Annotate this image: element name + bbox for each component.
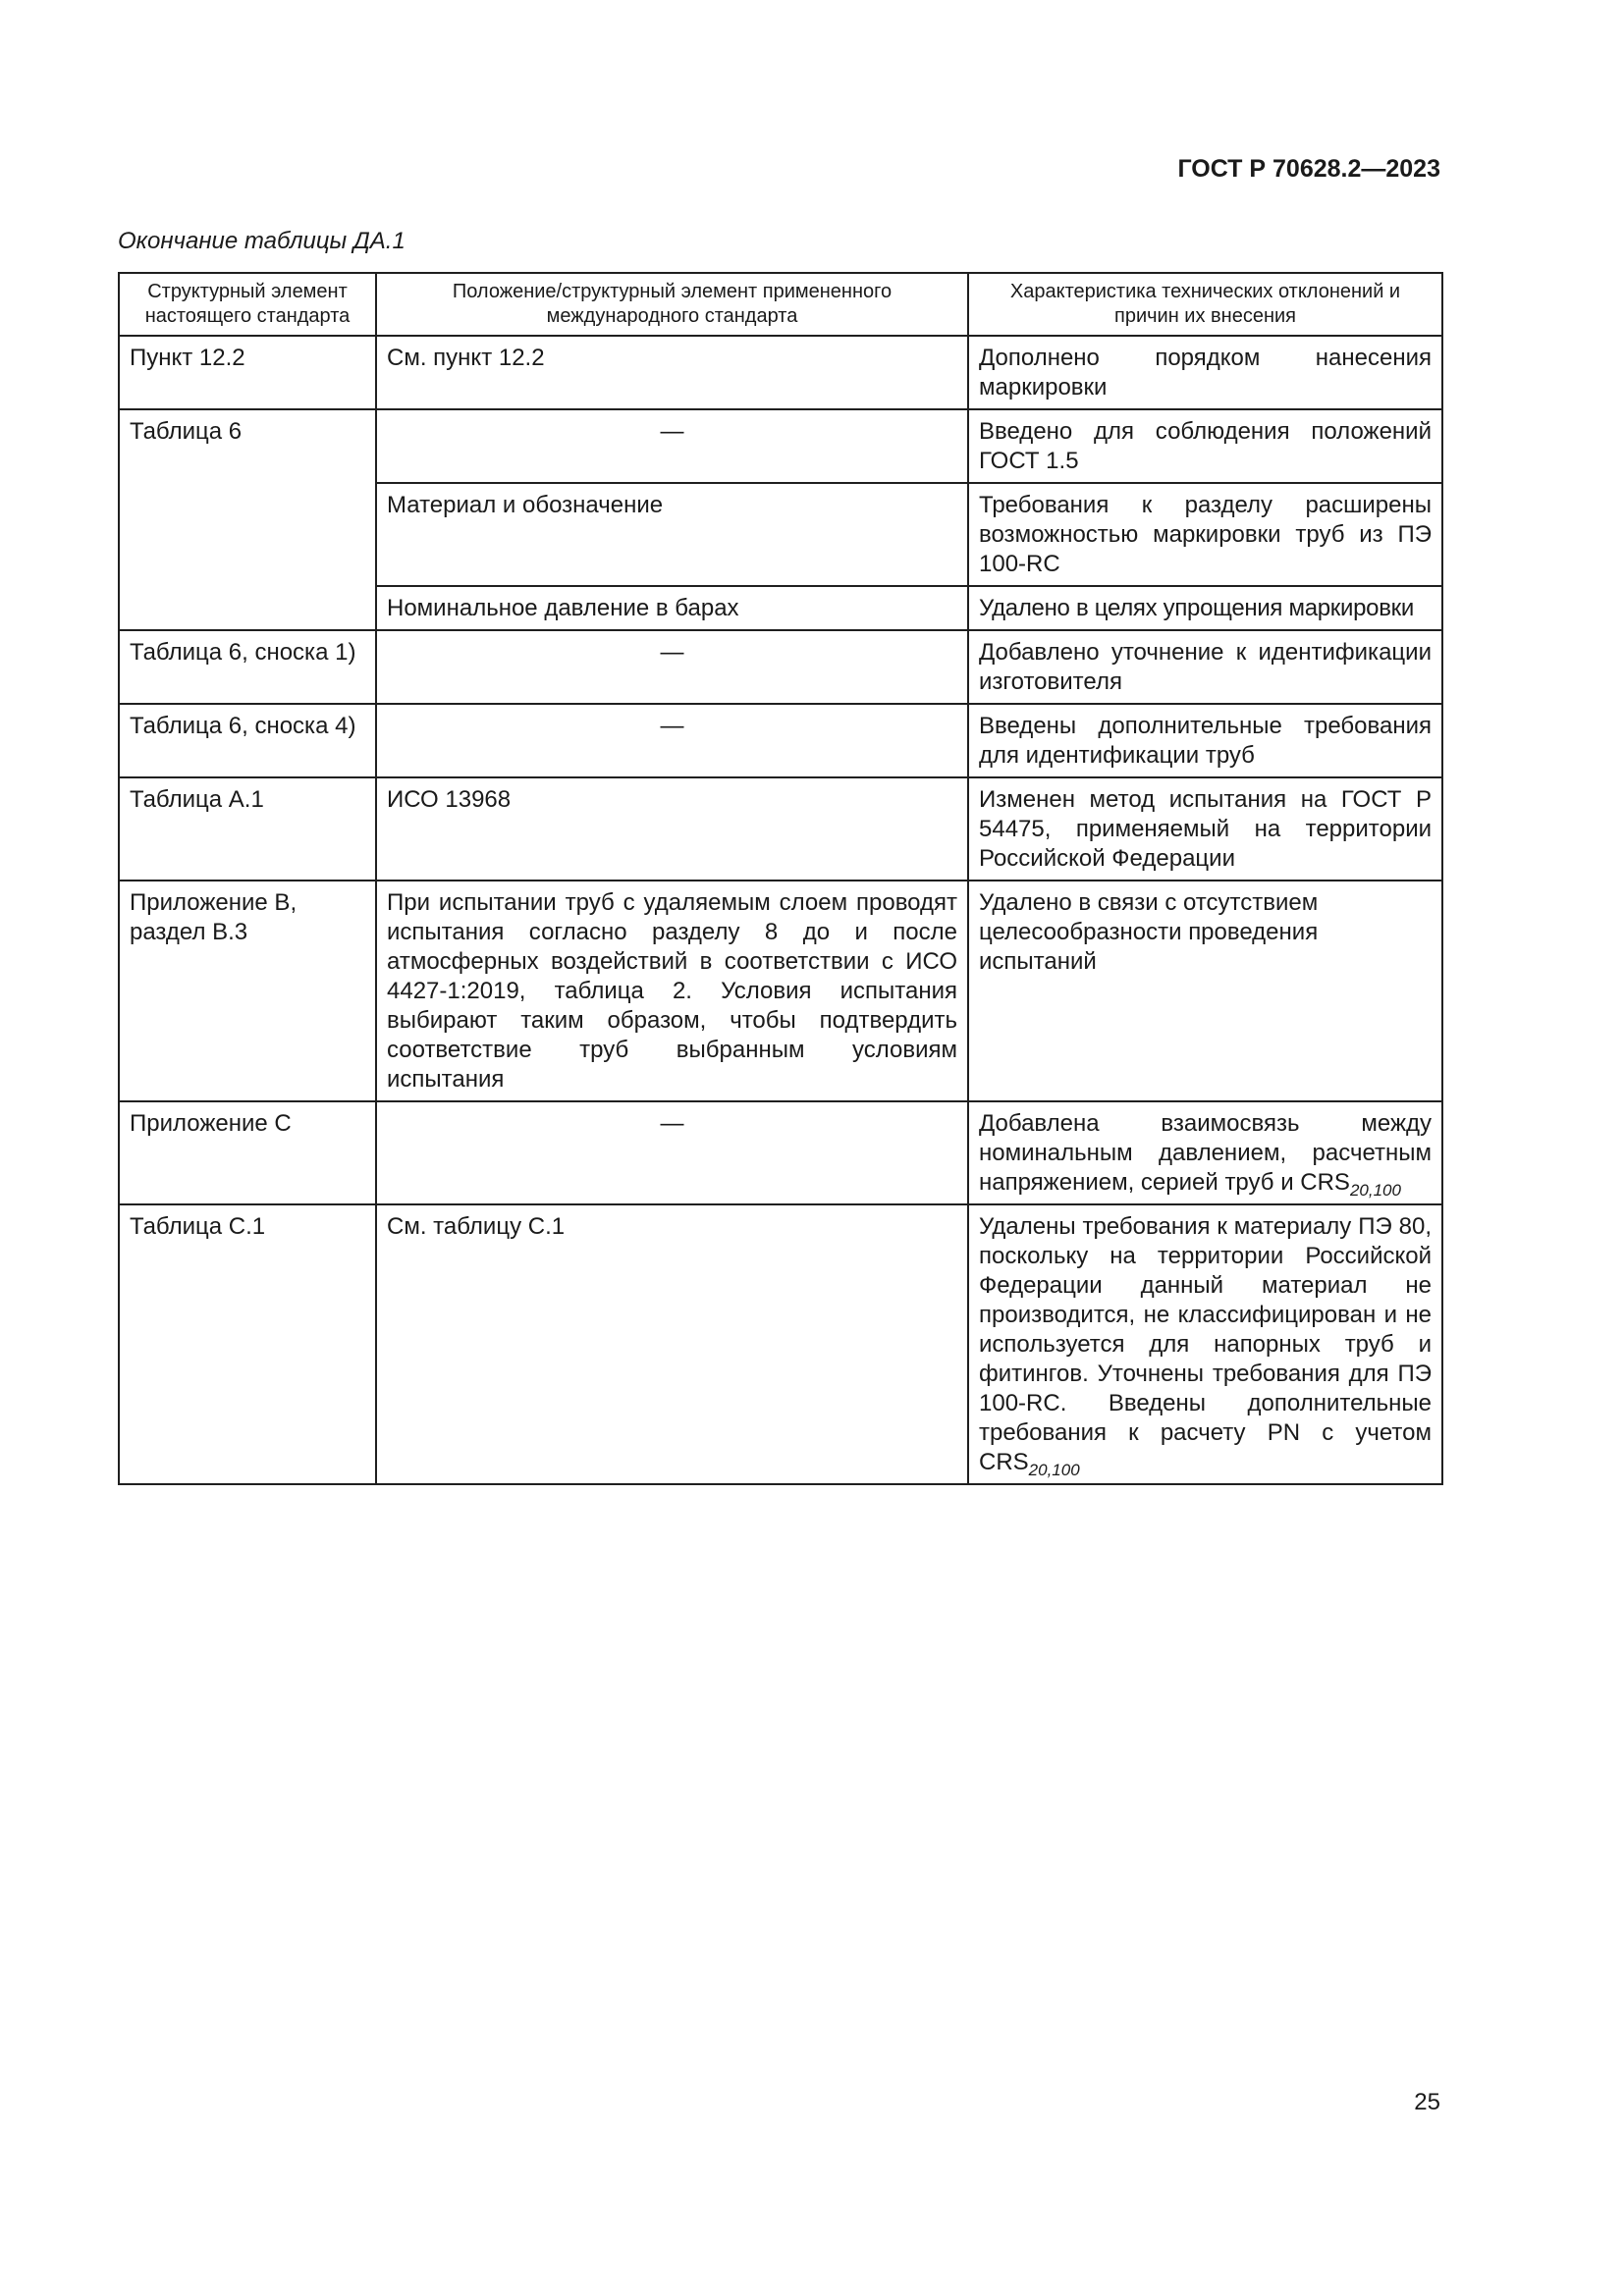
document-code: ГОСТ Р 70628.2—2023 <box>1177 155 1440 183</box>
row-description: Введено для соблюдения положений ГОСТ 1.5 <box>968 409 1442 483</box>
row-description: Удалено в целях упрощения маркировки <box>968 586 1442 630</box>
row-description: Введены дополнительные требования для идентификации труб <box>968 704 1442 777</box>
row-description: Удалено в связи с отсутствием целесообразности проведения испытаний <box>968 881 1442 1101</box>
row-position: — <box>376 1101 968 1204</box>
row-position: Материал и обозначение <box>376 483 968 586</box>
table-header-row <box>119 273 1442 336</box>
row-position: ИСО 13968 <box>376 777 968 881</box>
row-element: Пункт 12.2 <box>119 336 376 409</box>
row-element: Приложение С <box>119 1101 376 1204</box>
row-position: — <box>376 630 968 704</box>
row-description: Изменен метод испытания на ГОСТ Р 54475, применяемый на территории Российской Федерации <box>968 777 1442 881</box>
table-row <box>119 1101 1442 1204</box>
table-row <box>119 409 1442 483</box>
description-text: Добавлена взаимосвязь между номинальным давлением, расчетным напряжением, серией труб и CRS <box>979 1110 1432 1196</box>
table-row <box>119 630 1442 704</box>
page-number: 25 <box>1414 2089 1440 2115</box>
row-element: Таблица А.1 <box>119 777 376 881</box>
row-description: Требования к разделу расширены возможностью маркировки труб из ПЭ 100-RC <box>968 483 1442 586</box>
crs-subscript: 20,100 <box>1349 1181 1401 1200</box>
crs-subscript: 20,100 <box>1028 1461 1080 1479</box>
row-description: Дополнено порядком нанесения маркировки <box>968 336 1442 409</box>
table-caption: Окончание таблицы ДА.1 <box>118 228 406 254</box>
table-row <box>119 881 1442 1101</box>
row-element: Таблица 6, сноска 4) <box>119 704 376 777</box>
deviations-table <box>118 272 1443 1485</box>
column-header-element: Структурный элемент настоящего стандарта <box>119 273 376 336</box>
row-position: — <box>376 409 968 483</box>
row-position: — <box>376 704 968 777</box>
row-position: При испытании труб с удаляемым слоем проводят испытания согласно разделу 8 до и после атмосферных воздействий в соответствии с ИСО 4427-1:2019, таблица 2. Условия испытания выбирают таким образом, чтобы подтвердить соответствие труб выбранным условиям испытания <box>376 881 968 1101</box>
row-description <box>968 1101 1442 1204</box>
row-position: Номинальное давление в барах <box>376 586 968 630</box>
row-description: Добавлено уточнение к идентификации изготовителя <box>968 630 1442 704</box>
column-header-position: Положение/структурный элемент примененного международного стандарта <box>376 273 968 336</box>
table-row <box>119 777 1442 881</box>
row-element: Таблица С.1 <box>119 1204 376 1484</box>
description-text: Удалены требования к материалу ПЭ 80, поскольку на территории Российской Федерации данный материал не производится, не классифицирован и не используется для напорных труб и фитингов. Уточнены требования для ПЭ 100-RC. Введены дополнительные требования к расчету PN с учетом CRS <box>979 1213 1432 1475</box>
column-header-description: Характеристика технических отклонений и причин их внесения <box>968 273 1442 336</box>
row-element: Приложение В, раздел В.3 <box>119 881 376 1101</box>
row-position: См. таблицу С.1 <box>376 1204 968 1484</box>
row-description <box>968 1204 1442 1484</box>
row-element: Таблица 6, сноска 1) <box>119 630 376 704</box>
table-row <box>119 1204 1442 1484</box>
row-element: Таблица 6 <box>119 409 376 630</box>
row-position: См. пункт 12.2 <box>376 336 968 409</box>
table-row <box>119 704 1442 777</box>
table-row <box>119 336 1442 409</box>
